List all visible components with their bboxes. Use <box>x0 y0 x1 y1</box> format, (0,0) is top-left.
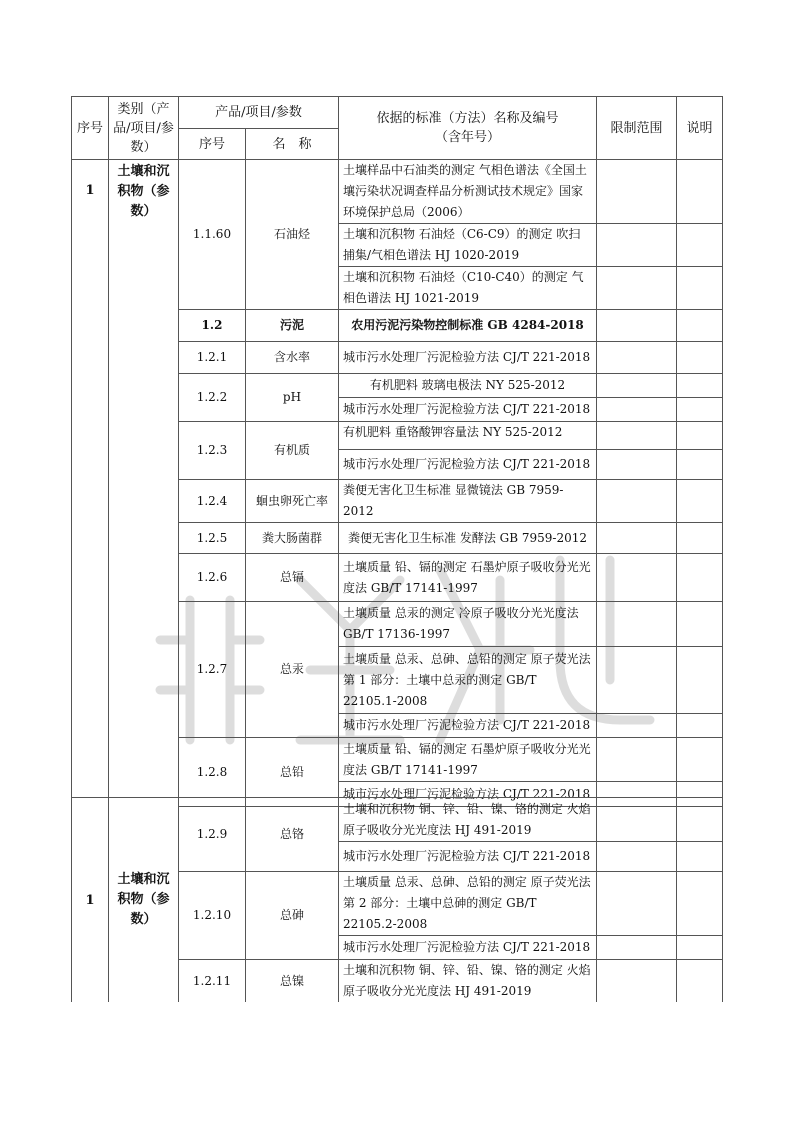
limit-cell <box>597 267 677 310</box>
header-category: 类别（产品/项目/参数） <box>109 97 179 160</box>
table-row-no: 1.2.11 <box>179 960 246 1003</box>
table-row-name: 总铅 <box>246 738 339 807</box>
limit-cell <box>597 936 677 960</box>
table-row-no: 1.2.7 <box>179 602 246 738</box>
note-cell <box>677 936 723 960</box>
section-category: 土壤和沉积物（参数） <box>109 160 179 807</box>
note-cell <box>677 480 723 523</box>
limit-cell <box>597 738 677 782</box>
standard-cell: 有机肥料 重铬酸钾容量法 NY 525-2012 <box>339 422 597 450</box>
note-cell <box>677 842 723 872</box>
limit-cell <box>597 398 677 422</box>
header-limit: 限制范围 <box>597 97 677 160</box>
table-row-no: 1.1.60 <box>179 160 246 310</box>
table-row-no: 1.2.6 <box>179 554 246 602</box>
standard-cell: 土壤和沉积物 石油烃（C10-C40）的测定 气相色谱法 HJ 1021-2019 <box>339 267 597 310</box>
limit-cell <box>597 224 677 267</box>
section-seq: 1 <box>72 160 109 807</box>
note-cell <box>677 738 723 782</box>
note-cell <box>677 450 723 480</box>
limit-cell <box>597 602 677 647</box>
note-cell <box>677 398 723 422</box>
table-row-name: 有机质 <box>246 422 339 480</box>
standard-cell: 粪便无害化卫生标准 显微镜法 GB 7959-2012 <box>339 480 597 523</box>
standard-cell: 土壤质量 总汞、总砷、总铅的测定 原子荧光法 第 1 部分：土壤中总汞的测定 GB/T 22105.1-2008 <box>339 647 597 714</box>
table-row-no: 1.2.8 <box>179 738 246 807</box>
standard-cell: 土壤和沉积物 铜、锌、铅、镍、铬的测定 火焰原子吸收分光光度法 HJ 491-2019 <box>339 960 597 1003</box>
note-cell <box>677 160 723 224</box>
header-name: 名 称 <box>246 129 339 160</box>
note-cell <box>677 602 723 647</box>
table-row-no: 1.2.3 <box>179 422 246 480</box>
standard-cell: 农用污泥污染物控制标准 GB 4284-2018 <box>339 310 597 342</box>
standard-cell: 城市污水处理厂污泥检验方法 CJ/T 221-2018 <box>339 398 597 422</box>
note-cell <box>677 714 723 738</box>
table-row-name: pH <box>246 374 339 422</box>
table-row-no: 1.2.5 <box>179 523 246 554</box>
standard-cell: 有机肥料 玻璃电极法 NY 525-2012 <box>339 374 597 398</box>
note-cell <box>677 267 723 310</box>
table-row-name: 总镍 <box>246 960 339 1003</box>
limit-cell <box>597 842 677 872</box>
table-row-no: 1.2 <box>179 310 246 342</box>
section-category: 土壤和沉积物（参数） <box>109 798 179 1003</box>
limit-cell <box>597 554 677 602</box>
limit-cell <box>597 422 677 450</box>
note-cell <box>677 422 723 450</box>
header-sub-seq: 序号 <box>179 129 246 160</box>
table-row-no: 1.2.2 <box>179 374 246 422</box>
limit-cell <box>597 450 677 480</box>
standard-cell: 土壤质量 铅、镉的测定 石墨炉原子吸收分光光度法 GB/T 17141-1997 <box>339 738 597 782</box>
note-cell <box>677 798 723 842</box>
limit-cell <box>597 310 677 342</box>
standards-table-continued <box>71 797 723 1002</box>
limit-cell <box>597 960 677 1003</box>
table-row-name: 蛔虫卵死亡率 <box>246 480 339 523</box>
standards-table <box>71 96 723 807</box>
note-cell <box>677 224 723 267</box>
standard-cell: 土壤质量 铅、镉的测定 石墨炉原子吸收分光光度法 GB/T 17141-1997 <box>339 554 597 602</box>
table-row-no: 1.2.1 <box>179 342 246 374</box>
standard-cell: 城市污水处理厂污泥检验方法 CJ/T 221-2018 <box>339 936 597 960</box>
table-row-name: 总铬 <box>246 798 339 872</box>
note-cell <box>677 342 723 374</box>
limit-cell <box>597 798 677 842</box>
note-cell <box>677 523 723 554</box>
table-row-name: 总汞 <box>246 602 339 738</box>
note-cell <box>677 647 723 714</box>
note-cell <box>677 310 723 342</box>
standard-cell: 土壤和沉积物 铜、锌、铅、镍、铬的测定 火焰原子吸收分光光度法 HJ 491-2019 <box>339 798 597 842</box>
standard-cell: 土壤质量 总汞的测定 冷原子吸收分光光度法 GB/T 17136-1997 <box>339 602 597 647</box>
header-note: 说明 <box>677 97 723 160</box>
note-cell <box>677 872 723 936</box>
note-cell <box>677 960 723 1003</box>
table-row-name: 污泥 <box>246 310 339 342</box>
standard-cell: 城市污水处理厂污泥检验方法 CJ/T 221-2018 <box>339 714 597 738</box>
limit-cell <box>597 523 677 554</box>
limit-cell <box>597 480 677 523</box>
table-row-name: 含水率 <box>246 342 339 374</box>
standard-cell: 粪便无害化卫生标准 发酵法 GB 7959-2012 <box>339 523 597 554</box>
limit-cell <box>597 374 677 398</box>
table-row-name: 石油烃 <box>246 160 339 310</box>
table-row-no: 1.2.4 <box>179 480 246 523</box>
standard-cell: 土壤和沉积物 石油烃（C6-C9）的测定 吹扫捕集/气相色谱法 HJ 1020-2019 <box>339 224 597 267</box>
header-seq: 序号 <box>72 97 109 160</box>
header-product-group: 产品/项目/参数 <box>179 97 339 129</box>
header-standard: 依据的标准（方法）名称及编号（含年号） <box>339 97 597 160</box>
limit-cell <box>597 872 677 936</box>
section-seq: 1 <box>72 798 109 1003</box>
standard-cell: 土壤样品中石油类的测定 气相色谱法《全国土壤污染状况调查样品分析测试技术规定》国家环境保护总局（2006） <box>339 160 597 224</box>
standard-cell: 城市污水处理厂污泥检验方法 CJ/T 221-2018 <box>339 342 597 374</box>
note-cell <box>677 554 723 602</box>
standard-cell: 城市污水处理厂污泥检验方法 CJ/T 221-2018 <box>339 782 597 807</box>
standard-cell: 城市污水处理厂污泥检验方法 CJ/T 221-2018 <box>339 450 597 480</box>
table-row-name: 总砷 <box>246 872 339 960</box>
table-row-name: 粪大肠菌群 <box>246 523 339 554</box>
limit-cell <box>597 342 677 374</box>
table-row-no: 1.2.9 <box>179 798 246 872</box>
limit-cell <box>597 160 677 224</box>
standard-cell: 土壤质量 总汞、总砷、总铅的测定 原子荧光法 第 2 部分：土壤中总砷的测定 GB/T 22105.2-2008 <box>339 872 597 936</box>
table-row-name: 总镉 <box>246 554 339 602</box>
note-cell <box>677 374 723 398</box>
limit-cell <box>597 714 677 738</box>
standard-cell: 城市污水处理厂污泥检验方法 CJ/T 221-2018 <box>339 842 597 872</box>
limit-cell <box>597 647 677 714</box>
table-row-no: 1.2.10 <box>179 872 246 960</box>
